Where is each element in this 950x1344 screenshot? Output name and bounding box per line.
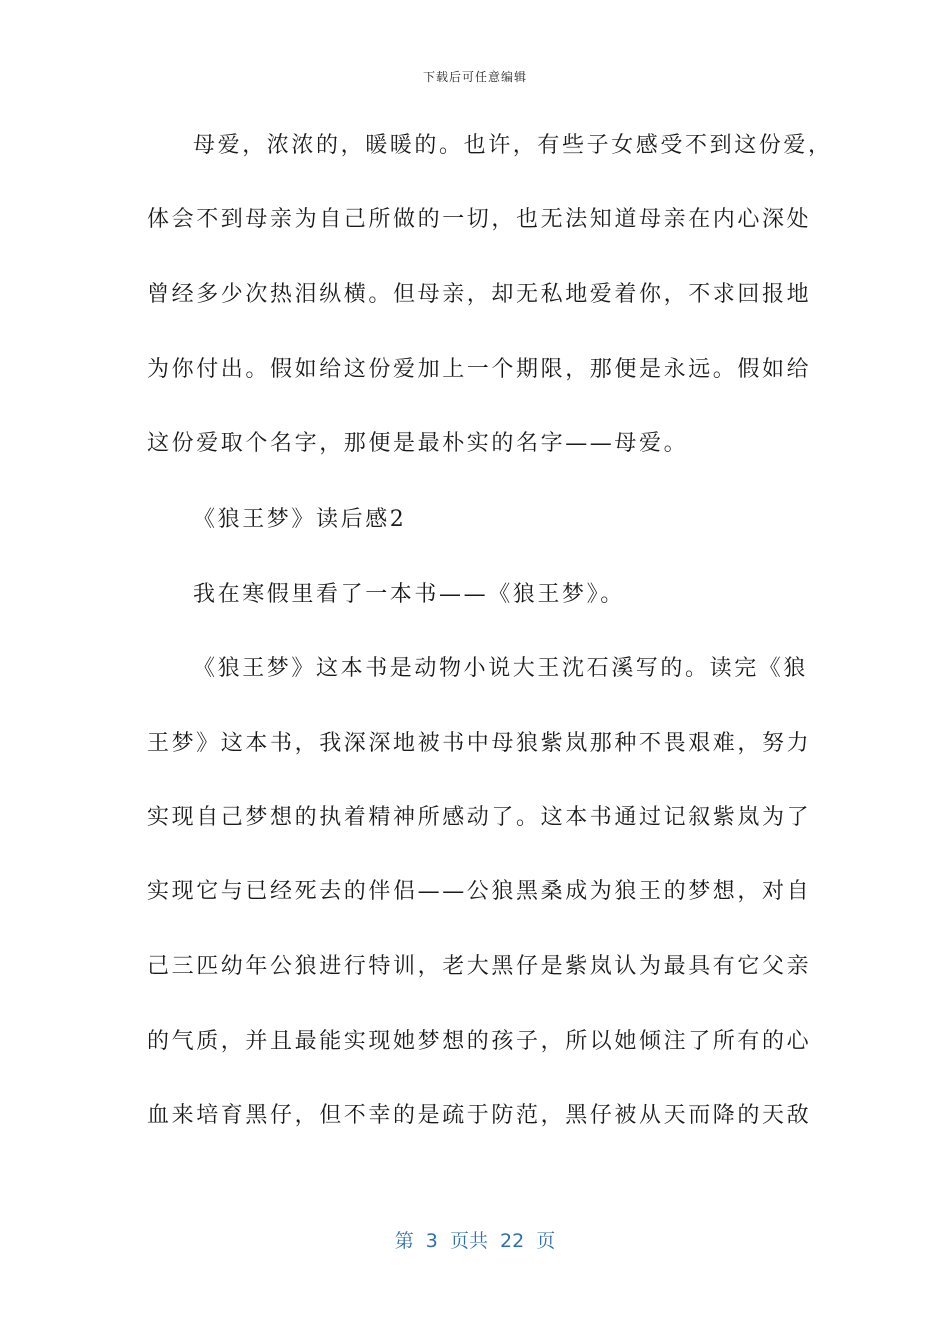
paragraph-line: 体会不到母亲为自己所做的一切，也无法知道母亲在内心深处	[147, 207, 812, 232]
paragraph-line: 王梦》这本书，我深深地被书中母狼紫岚那种不畏艰难，努力	[147, 731, 812, 756]
paragraph-line: 我在寒假里看了一本书——《狼王梦》。	[193, 582, 625, 607]
section-heading: 《狼王梦》读后感2	[193, 507, 407, 532]
paragraph-line: 曾经多少次热泪纵横。但母亲，却无私地爱着你，不求回报地	[147, 282, 812, 307]
paragraph-line: 的气质，并且最能实现她梦想的孩子，所以她倾注了所有的心	[147, 1029, 812, 1054]
paragraph-line: 实现自己梦想的执着精神所感动了。这本书通过记叙紫岚为了	[147, 805, 812, 830]
paragraph-line: 母爱，浓浓的，暖暖的。也许，有些子女感受不到这份爱，	[193, 133, 833, 158]
paragraph-line: 为你付出。假如给这份爱加上一个期限，那便是永远。假如给	[147, 357, 812, 382]
paragraph-line: 己三匹幼年公狼进行特训，老大黑仔是紫岚认为最具有它父亲	[147, 954, 812, 979]
paragraph-line: 实现它与已经死去的伴侣——公狼黑桑成为狼王的梦想，对自	[147, 879, 812, 904]
paragraph-line: 血来培育黑仔，但不幸的是疏于防范，黑仔被从天而降的天敌	[147, 1103, 812, 1128]
paragraph-line: 《狼王梦》这本书是动物小说大王沈石溪写的。读完《狼	[193, 656, 809, 681]
page-number-footer: 第 3 页共 22 页	[394, 1230, 556, 1252]
header-note: 下载后可任意编辑	[422, 70, 527, 84]
paragraph-line: 这份爱取个名字，那便是最朴实的名字——母爱。	[147, 431, 689, 456]
